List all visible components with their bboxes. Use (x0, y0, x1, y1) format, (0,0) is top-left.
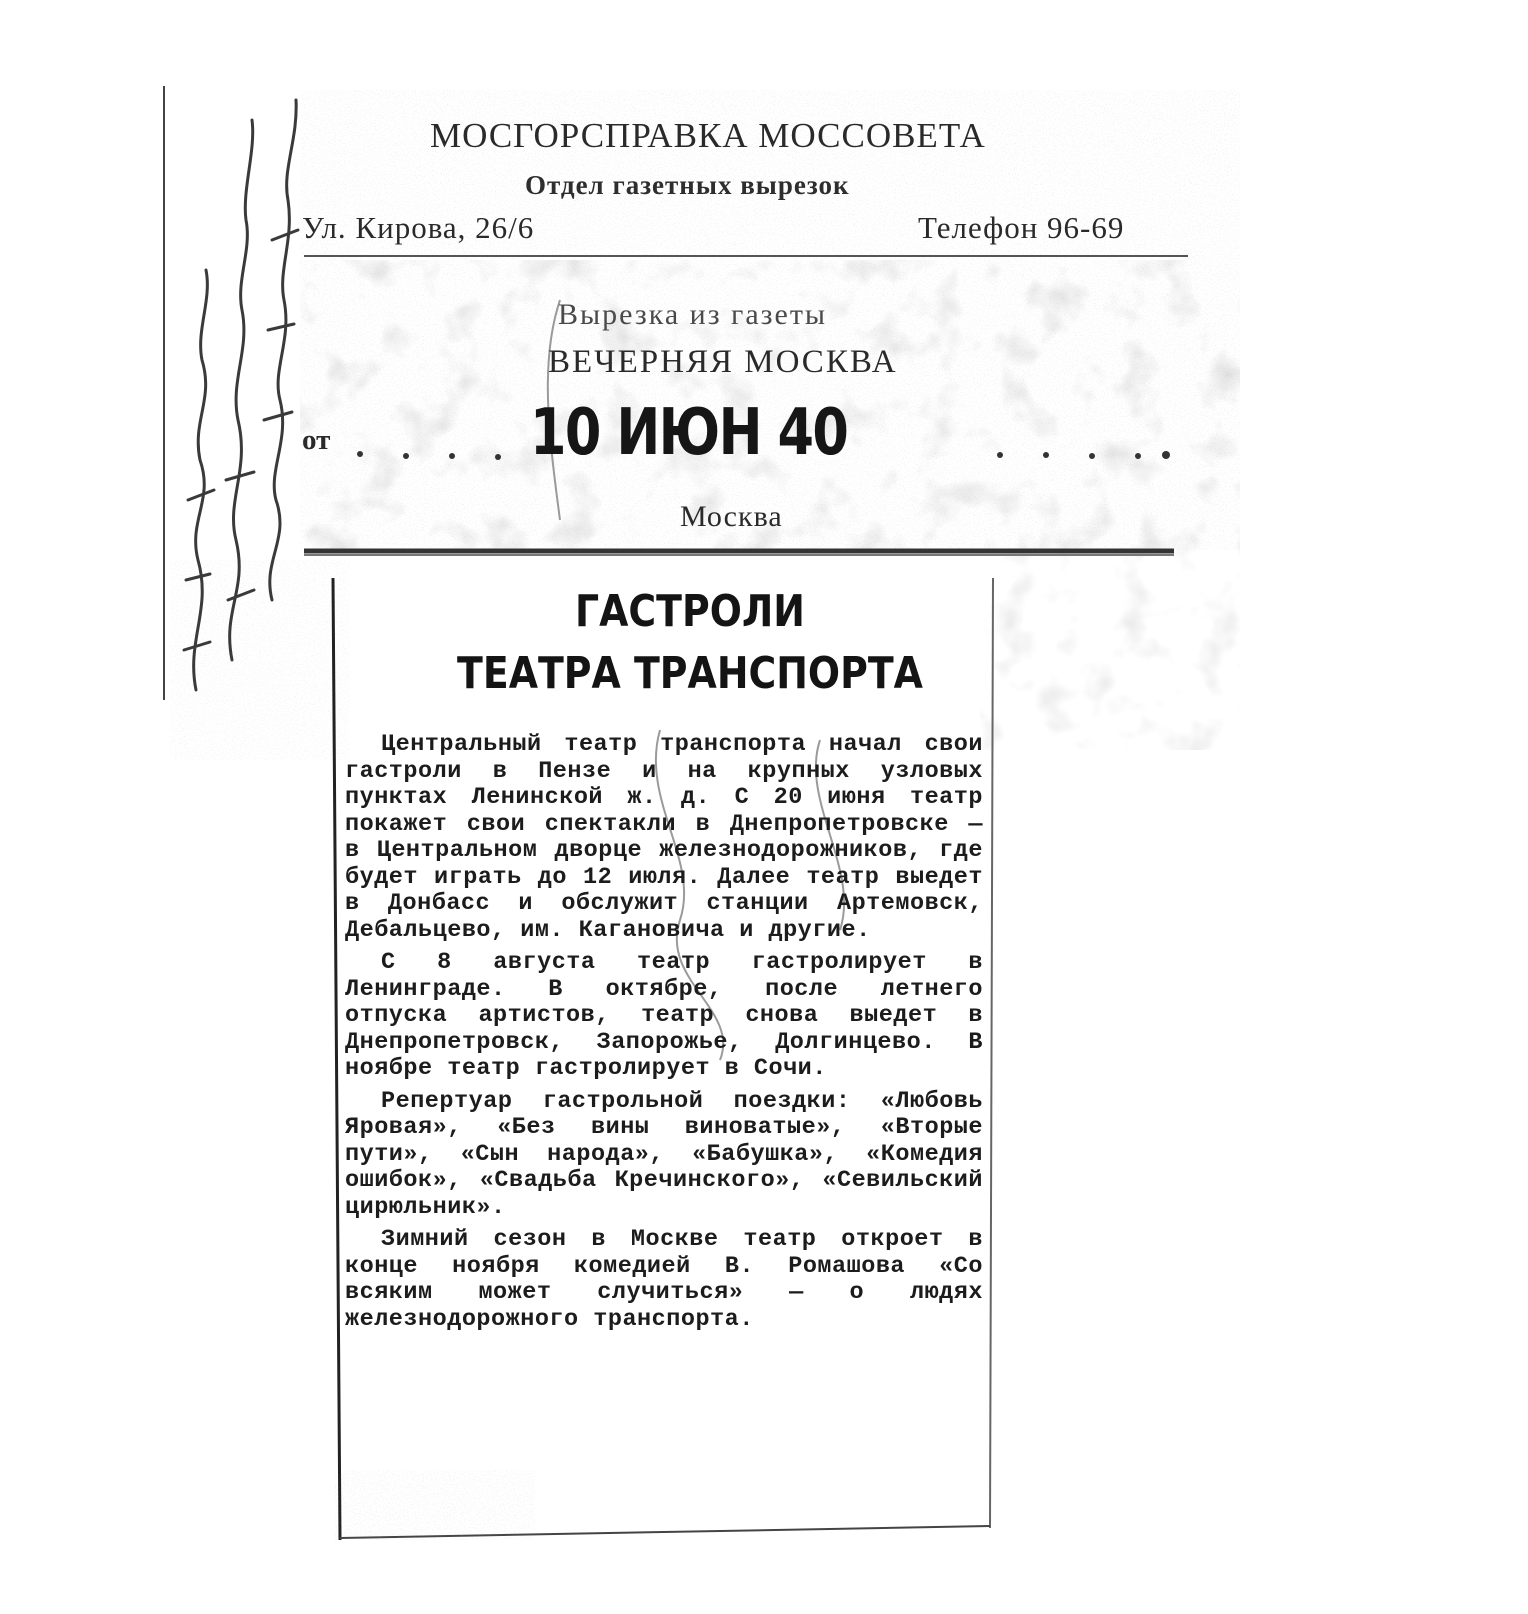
article-paragraph: Зимний сезон в Москве театр откроет в конце ноября комедией В. Ромашова «Со всяким может случиться» — о людях железнодорожного транспорта. (345, 1226, 983, 1333)
date-stamp: 10 ИЮН 40 (530, 396, 848, 470)
organization-name: МОСГОРСПРАВКА МОССОВЕТА (430, 116, 986, 155)
article-paragraph: С 8 августа театр гастролирует в Ленинграде. В октябре, после летнего отпуска артистов, театр снова выедет в Днепропетровск, Запорожье, Долгинцево. В ноябре театр гастролирует в Сочи. (345, 949, 983, 1082)
address: Ул. Кирова, 26/6 (302, 210, 535, 245)
article-paragraph: Центральный театр транспорта начал свои гастроли в Пензе и на крупных узловых пунктах Ленинской ж. д. С 20 июня театр покажет свои спектакли в Днепропетровске — в Центральном дворце железнодорожников, где будет играть до 12 июля. Далее театр выедет в Донбасс и обслужит станции Артемовск, Дебальцево, им. Кагановича и другие. (345, 731, 983, 944)
from-label: от (302, 424, 331, 456)
clipping-label: Вырезка из газеты (558, 298, 828, 331)
article-body (345, 732, 983, 1339)
article-title-line1: ГАСТРОЛИ (575, 586, 805, 637)
department-name: Отдел газетных вырезок (525, 170, 850, 200)
article-paragraph: Репертуар гастрольной поездки: «Любовь Яровая», «Без вины виноватые», «Вторые пути», «Сын народа», «Бабушка», «Комедия ошибок», «Свадьба Кречинского», «Севильский цирюльник». (345, 1087, 983, 1221)
phone-number: Телефон 96-69 (918, 210, 1125, 245)
city-name: Москва (680, 500, 783, 533)
newspaper-name: ВЕЧЕРНЯЯ МОСКВА (548, 344, 898, 380)
article-title-line2: ТЕАТРА ТРАНСПОРТА (457, 648, 923, 699)
signature-area (168, 90, 318, 710)
